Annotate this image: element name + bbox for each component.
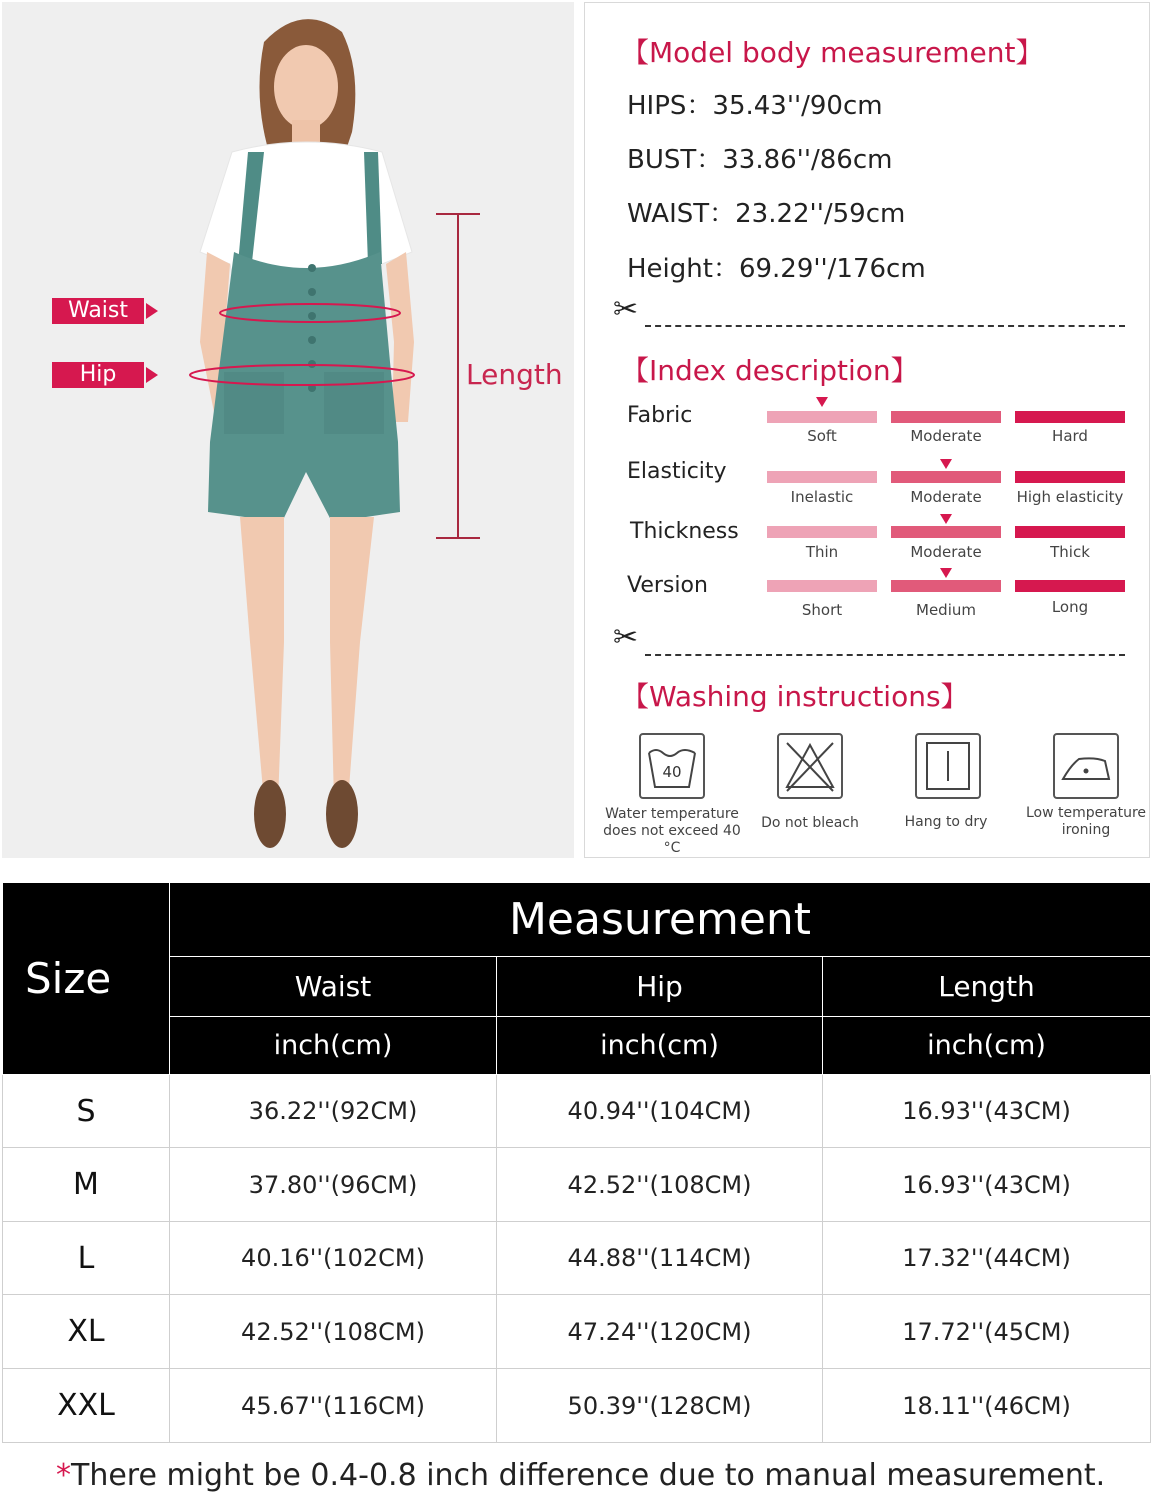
size-chart-table — [2, 882, 1151, 1443]
selected-marker-icon — [940, 568, 952, 578]
index-bar — [1015, 411, 1125, 423]
index-label-fabric: Fabric — [627, 403, 693, 428]
length-cell: 18.11''(46CM) — [823, 1369, 1151, 1443]
table-header-row — [3, 957, 1151, 1017]
hip-cell: 44.88''(114CM) — [497, 1222, 823, 1295]
waist-cell: 45.67''(116CM) — [170, 1369, 497, 1443]
svg-text:40: 40 — [662, 763, 682, 781]
index-option: Hard — [1052, 427, 1088, 445]
index-option: Moderate — [910, 488, 982, 506]
size-header: Size — [3, 883, 170, 1075]
length-cell: 16.93''(43CM) — [823, 1075, 1151, 1148]
low-iron-icon — [1053, 733, 1119, 799]
index-option: Thin — [805, 543, 839, 561]
unit-header: inch(cm) — [497, 1017, 823, 1075]
measurement-waist: WAIST：23.22''/59cm — [627, 199, 906, 229]
hip-cell: 40.94''(104CM) — [497, 1075, 823, 1148]
waist-cell: 36.22''(92CM) — [170, 1075, 497, 1148]
length-cell: 16.93''(43CM) — [823, 1148, 1151, 1222]
no-bleach-icon — [777, 733, 843, 799]
index-option: Moderate — [910, 543, 982, 561]
index-bar — [1015, 526, 1125, 538]
index-option: High elasticity — [1016, 488, 1124, 506]
index-bar — [767, 580, 877, 592]
length-cell: 17.32''(44CM) — [823, 1222, 1151, 1295]
index-option: Short — [801, 601, 843, 619]
index-description-title: 【Index description】 — [621, 354, 919, 387]
info-panel — [584, 2, 1150, 858]
index-bar — [891, 526, 1001, 538]
model-photo — [2, 2, 574, 858]
column-header-hip: Hip — [497, 957, 823, 1017]
length-cell: 17.72''(45CM) — [823, 1295, 1151, 1369]
wash-caption: Do not bleach — [761, 815, 859, 831]
hip-cell: 47.24''(120CM) — [497, 1295, 823, 1369]
scissors-icon: ✂ — [613, 292, 639, 327]
index-bar — [767, 411, 877, 423]
wash-caption: Hang to dry — [904, 814, 988, 830]
size-cell: XL — [3, 1295, 170, 1369]
waist-cell: 37.80''(96CM) — [170, 1148, 497, 1222]
index-bar — [891, 580, 1001, 592]
column-header-waist: Waist — [170, 957, 497, 1017]
scissors-icon: ✂ — [613, 620, 639, 655]
wash-caption: Water temperature does not exceed 40 °C — [603, 806, 741, 856]
waist-tag: Waist — [52, 298, 144, 324]
index-bar — [767, 526, 877, 538]
table-header-row — [3, 883, 1151, 957]
index-bar — [767, 471, 877, 483]
index-option: Thick — [1050, 543, 1090, 561]
waist-cell: 42.52''(108CM) — [170, 1295, 497, 1369]
hang-dry-icon — [915, 733, 981, 799]
index-bar — [891, 411, 1001, 423]
unit-header: inch(cm) — [823, 1017, 1151, 1075]
index-label-version: Version — [627, 573, 708, 598]
measurement-header: Measurement — [170, 883, 1151, 957]
table-row — [3, 1222, 1151, 1295]
index-bar — [1015, 471, 1125, 483]
table-row — [3, 1148, 1151, 1222]
washing-instructions-title: 【Washing instructions】 — [621, 680, 969, 713]
selected-marker-icon — [816, 397, 828, 407]
index-option: Soft — [807, 427, 837, 445]
hip-tag: Hip — [52, 362, 144, 388]
table-row — [3, 1369, 1151, 1443]
wash-40-icon — [639, 733, 705, 799]
selected-marker-icon — [940, 459, 952, 469]
measurement-hips: HIPS：35.43''/90cm — [627, 91, 883, 121]
waist-cell: 40.16''(102CM) — [170, 1222, 497, 1295]
table-row — [3, 1295, 1151, 1369]
model-measurement-title: 【Model body measurement】 — [621, 36, 1044, 69]
column-header-length: Length — [823, 957, 1151, 1017]
table-row — [3, 1075, 1151, 1148]
index-bar — [1015, 580, 1125, 592]
footnote-text: There might be 0.4-0.8 inch difference due to manual measurement. — [71, 1458, 1106, 1493]
unit-header: inch(cm) — [170, 1017, 497, 1075]
size-cell: XXL — [3, 1369, 170, 1443]
selected-marker-icon — [940, 514, 952, 524]
cut-line — [645, 654, 1125, 656]
index-label-thickness: Thickness — [630, 519, 739, 544]
measurement-footnote — [56, 1458, 1105, 1493]
hip-cell: 42.52''(108CM) — [497, 1148, 823, 1222]
wash-caption: Low temperature ironing — [1025, 805, 1147, 838]
measurement-bust: BUST：33.86''/86cm — [627, 145, 893, 175]
model-illustration — [2, 2, 574, 858]
size-cell: L — [3, 1222, 170, 1295]
index-option: Inelastic — [790, 488, 854, 506]
length-label: Length — [466, 358, 563, 391]
index-label-elasticity: Elasticity — [627, 459, 727, 484]
index-option: Long — [1051, 598, 1089, 616]
index-option: Moderate — [910, 427, 982, 445]
index-bar — [891, 471, 1001, 483]
size-cell: S — [3, 1075, 170, 1148]
table-header-row — [3, 1017, 1151, 1075]
hip-cell: 50.39''(128CM) — [497, 1369, 823, 1443]
index-option: Medium — [916, 601, 976, 619]
footnote-star: * — [56, 1458, 71, 1493]
size-cell: M — [3, 1148, 170, 1222]
measurement-height: Height：69.29''/176cm — [627, 254, 926, 284]
cut-line — [645, 325, 1125, 327]
